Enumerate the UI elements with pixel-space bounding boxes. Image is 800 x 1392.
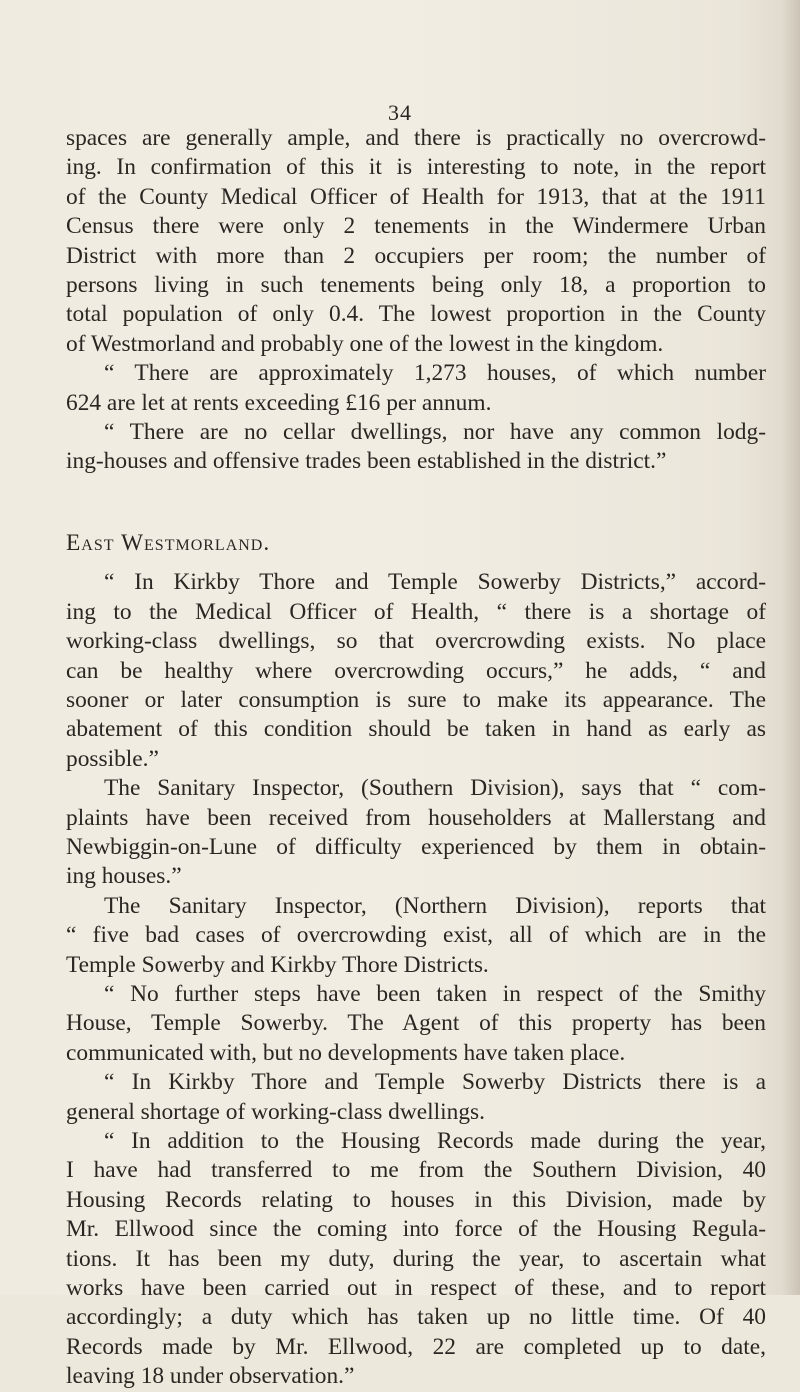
text-line: Records made by Mr. Ellwood, 22 are completed up to date,	[66, 1333, 766, 1360]
paragraph-cellars-quote	[66, 418, 766, 477]
text-line: The Sanitary Inspector, (Northern Division), reports that	[104, 892, 766, 919]
text-line: tions. It has been my duty, during the year, to ascertain what	[66, 1245, 766, 1272]
text-line: ing to the Medical Officer of Health, “ there is a shortage of	[66, 598, 766, 625]
text-line: “ five bad cases of overcrowding exist, all of which are in the	[66, 922, 766, 949]
paragraph-kirkby-thore	[66, 568, 766, 774]
text-line: Census there were only 2 tenements in the Windermere Urban	[66, 213, 766, 240]
section-heading: East Westmorland.	[66, 529, 271, 556]
text-line: accordingly; a duty which has taken up no little time. Of 40	[66, 1304, 766, 1331]
text-line: Mr. Ellwood since the coming into force of the Housing Regula-	[66, 1216, 766, 1243]
text-line: ing-houses and offensive trades been established in the district.”	[66, 448, 667, 475]
text-line: can be healthy where overcrowding occurs,” he adds, “ and	[66, 657, 766, 684]
text-line: works have been carried out in respect of these, and to report	[66, 1275, 766, 1302]
text-line: working-class dwellings, so that overcrowding exists. No place	[66, 628, 766, 655]
text-line: Newbiggin-on-Lune of difficulty experienced by them in obtain-	[66, 833, 766, 860]
paragraph-housing-records	[66, 1127, 766, 1392]
text-line: plaints have been received from householders at Mallerstang and	[66, 804, 766, 831]
paragraph-northern-division	[66, 892, 766, 980]
text-line: of Westmorland and probably one of the lowest in the kingdom.	[66, 330, 664, 357]
paragraph-general-shortage	[66, 1068, 766, 1127]
text-line: Temple Sowerby and Kirkby Thore Districts.	[66, 951, 489, 978]
text-line: communicated with, but no developments have taken place.	[66, 1039, 626, 1066]
text-line: abatement of this condition should be taken in hand as early as	[66, 716, 766, 743]
text-line: “ In Kirkby Thore and Temple Sowerby Districts,” accord-	[104, 569, 766, 596]
text-line: ing. In confirmation of this it is interesting to note, in the report	[66, 154, 766, 181]
text-line: ing houses.”	[66, 863, 182, 890]
text-line: District with more than 2 occupiers per room; the number of	[66, 242, 766, 269]
text-line: spaces are generally ample, and there is practically no overcrowd-	[66, 125, 766, 151]
text-line: “ There are approximately 1,273 houses, of which number	[104, 360, 766, 387]
text-line: 624 are let at rents exceeding £16 per annum.	[66, 389, 492, 416]
text-line: possible.”	[66, 745, 159, 772]
text-line: I have had transferred to me from the Southern Division, 40	[66, 1157, 766, 1184]
paragraph-houses-quote	[66, 359, 766, 418]
text-line: total population of only 0.4. The lowest proportion in the County	[66, 301, 766, 328]
paragraph-southern-division	[66, 774, 766, 892]
page-edge-shadow	[782, 0, 800, 1295]
text-line: leaving 18 under observation.”	[66, 1363, 355, 1390]
paragraph-smithy-house	[66, 980, 766, 1068]
text-line: House, Temple Sowerby. The Agent of this property has been	[66, 1010, 766, 1037]
text-line: persons living in such tenements being only 18, a proportion to	[66, 272, 766, 299]
text-line: “ In Kirkby Thore and Temple Sowerby Districts there is a	[104, 1069, 766, 1096]
text-line: “ In addition to the Housing Records made during the year,	[104, 1128, 766, 1154]
text-line: sooner or later consumption is sure to make its appearance. The	[66, 686, 766, 713]
text-line: The Sanitary Inspector, (Southern Division), says that “ com-	[104, 775, 766, 802]
text-line: Housing Records relating to houses in this Division, made by	[66, 1186, 766, 1213]
text-line: “ There are no cellar dwellings, nor have any common lodg-	[104, 419, 766, 446]
text-line: of the County Medical Officer of Health for 1913, that at the 1911	[66, 183, 766, 210]
body-text	[66, 124, 766, 1392]
paragraph-intro	[66, 124, 766, 359]
text-line: general shortage of working-class dwellings.	[66, 1098, 485, 1125]
page-number: 34	[388, 100, 412, 125]
text-line: “ No further steps have been taken in respect of the Smithy	[104, 980, 766, 1007]
